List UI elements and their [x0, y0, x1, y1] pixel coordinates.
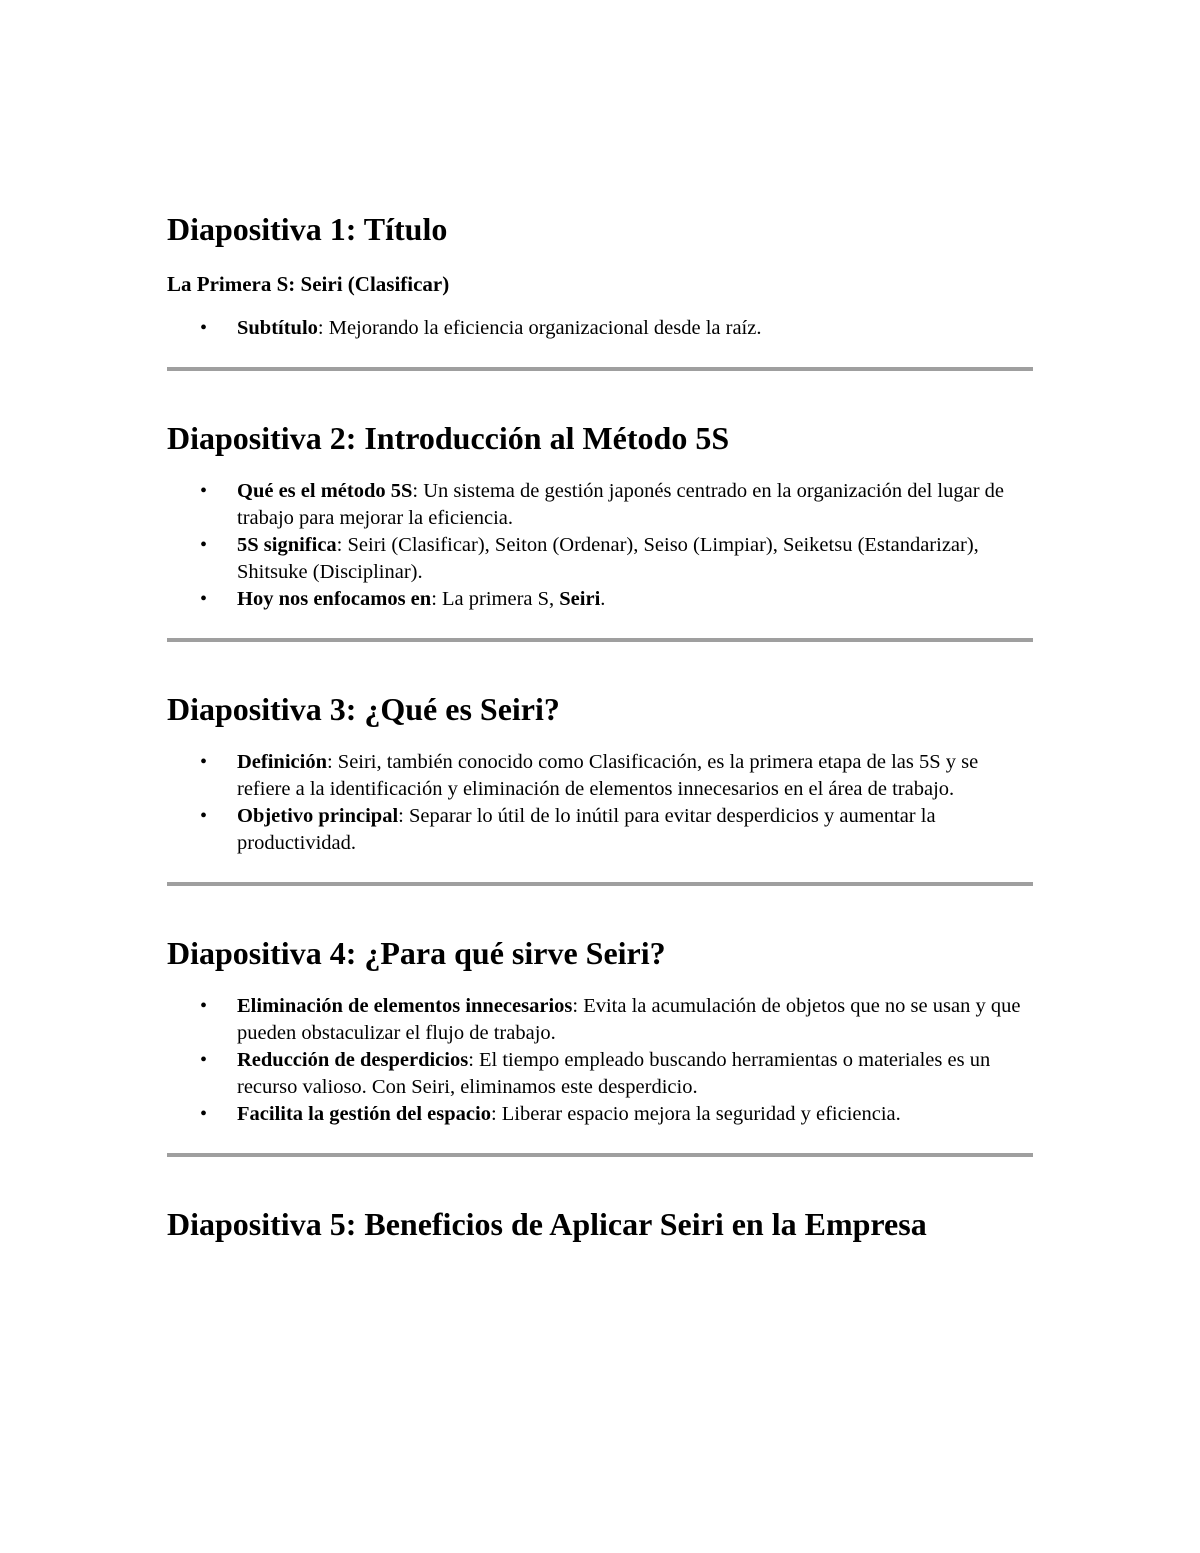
slide-1-section — [167, 205, 1033, 371]
list-item — [167, 1047, 1033, 1101]
slide-4-heading: Diapositiva 4: ¿Para qué sirve Seiri? — [167, 935, 666, 971]
slide-3-bullets — [167, 749, 1033, 857]
bullet-term: Definición — [237, 751, 327, 773]
bullet-term: Qué es el método 5S — [237, 480, 413, 502]
bullet-text: : Seiri (Clasificar), Seiton (Ordenar), Seiso (Limpiar), Seiketsu (Estandarizar), Shitsuke (Disciplinar). — [237, 534, 979, 583]
slide-2-section — [167, 414, 1033, 642]
bullet-term: Reducción de desperdicios — [237, 1049, 469, 1071]
bullet-term: 5S significa — [237, 534, 337, 556]
list-item — [167, 803, 1033, 857]
bullet-text: : Liberar espacio mejora la seguridad y eficiencia. — [490, 1103, 901, 1125]
bullet-term: Hoy nos enfocamos en — [237, 588, 432, 610]
list-item — [167, 532, 1033, 586]
bullet-text: : La primera S, — [431, 588, 560, 610]
list-item — [167, 478, 1033, 532]
slide-1-subheading: La Primera S: Seiri (Clasificar) — [167, 272, 450, 296]
bullet-text: : Seiri, también conocido como Clasificación, es la primera etapa de las 5S y se refiere a la identificación y eliminación de elementos innecesarios en el área de trabajo. — [237, 751, 979, 800]
slide-3-section — [167, 685, 1033, 886]
slide-5-section — [167, 1200, 1033, 1248]
slide-4-section — [167, 929, 1033, 1157]
bullet-text: : Un sistema de gestión japonés centrado en la organización del lugar de trabajo para mejorar la eficiencia. — [237, 480, 1005, 529]
bullet-term: Objetivo principal — [237, 805, 399, 827]
bullet-text: : Mejorando la eficiencia organizacional desde la raíz. — [317, 317, 762, 339]
section-divider — [167, 882, 1033, 886]
slide-2-bullets — [167, 478, 1033, 613]
list-item — [167, 993, 1033, 1047]
document-content — [167, 205, 1033, 1248]
bullet-term: Subtítulo — [237, 317, 318, 339]
section-divider — [167, 638, 1033, 642]
slide-3-heading: Diapositiva 3: ¿Qué es Seiri? — [167, 691, 560, 727]
slide-5-heading: Diapositiva 5: Beneficios de Aplicar Seiri en la Empresa — [167, 1206, 927, 1242]
list-item — [167, 1101, 1033, 1128]
bullet-text: : El tiempo empleado buscando herramientas o materiales es un recurso valioso. Con Seiri, eliminamos este desperdicio. — [237, 1049, 991, 1098]
bullet-text-end: . — [600, 588, 606, 610]
bullet-term: Facilita la gestión del espacio — [237, 1103, 491, 1125]
slide-4-bullets — [167, 993, 1033, 1128]
list-item — [167, 586, 1033, 613]
slide-2-heading: Diapositiva 2: Introducción al Método 5S — [167, 420, 730, 456]
list-item — [167, 749, 1033, 803]
bullet-text: : Evita la acumulación de objetos que no se usan y que pueden obstaculizar el flujo de trabajo. — [237, 995, 1021, 1044]
section-divider — [167, 1153, 1033, 1157]
bullet-text: : Separar lo útil de lo inútil para evitar desperdicios y aumentar la productividad. — [237, 805, 936, 854]
bullet-term: Eliminación de elementos innecesarios — [237, 995, 573, 1017]
section-divider — [167, 367, 1033, 371]
slide-1-heading: Diapositiva 1: Título — [167, 211, 448, 247]
list-item — [167, 315, 1033, 342]
slide-1-bullets — [167, 315, 1033, 342]
bullet-emphasis: Seiri — [559, 588, 601, 610]
